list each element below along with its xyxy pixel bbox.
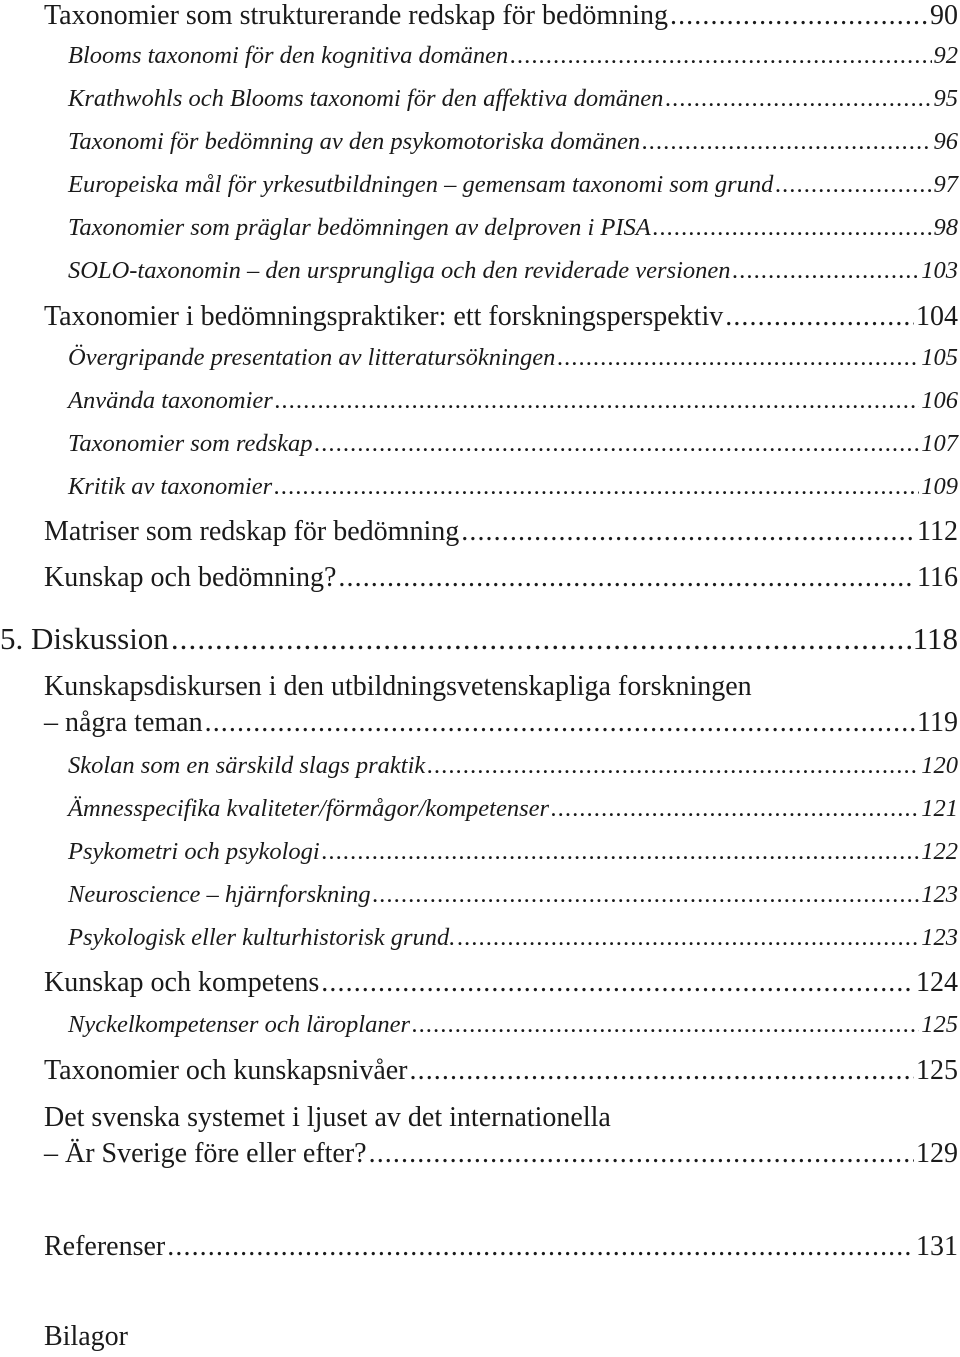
dot-leader bbox=[653, 216, 932, 241]
dot-leader bbox=[427, 754, 919, 779]
dot-leader bbox=[322, 840, 920, 865]
toc-entry[interactable] bbox=[0, 432, 958, 460]
toc-entry[interactable] bbox=[0, 130, 958, 158]
toc-entry-page: 105 bbox=[921, 344, 958, 371]
dot-leader bbox=[171, 623, 911, 654]
toc-entry[interactable] bbox=[0, 754, 958, 782]
toc-entry[interactable] bbox=[0, 518, 958, 548]
toc-entry-page: 124 bbox=[916, 967, 958, 998]
toc-entry[interactable] bbox=[0, 1233, 958, 1263]
toc-entry-page: 119 bbox=[917, 707, 958, 738]
toc-entry-title: Neuroscience – hjärnforskning bbox=[68, 881, 371, 908]
toc-entry-title: Använda taxonomier bbox=[68, 387, 273, 414]
toc-entry[interactable] bbox=[0, 346, 958, 374]
toc-entry-page: 109 bbox=[921, 473, 958, 500]
dot-leader bbox=[369, 1140, 914, 1168]
toc-entry-page: 106 bbox=[921, 387, 958, 414]
toc-entry-title: – några teman bbox=[44, 707, 203, 738]
dot-leader bbox=[373, 883, 920, 908]
toc-entry[interactable] bbox=[0, 475, 958, 503]
dot-leader bbox=[461, 518, 915, 546]
dot-leader bbox=[551, 797, 919, 822]
toc-entry-page: 116 bbox=[917, 562, 958, 593]
toc-entry[interactable] bbox=[0, 87, 958, 115]
toc-entry-first-line bbox=[0, 673, 958, 703]
dot-leader bbox=[410, 1057, 915, 1085]
toc-entry[interactable] bbox=[0, 389, 958, 417]
toc-entry-page: 118 bbox=[912, 621, 958, 656]
toc-entry-title: Taxonomier i bedömningspraktiker: ett forskningsperspektiv bbox=[44, 301, 724, 332]
toc-entry-title-line-1: Kunskapsdiskursen i den utbildningsvetenskapliga forskningen bbox=[44, 671, 752, 702]
toc-entry-title: Europeiska mål för yrkesutbildningen – gemensam taxonomi som grund bbox=[68, 171, 774, 198]
toc-entry-page: 98 bbox=[933, 214, 958, 241]
toc-entry-first-line bbox=[0, 1104, 958, 1134]
dot-leader bbox=[275, 389, 919, 414]
toc-entry-title: Taxonomier som strukturerande redskap för bedömning bbox=[44, 0, 668, 31]
toc-entry-page: 121 bbox=[921, 795, 958, 822]
toc-entry[interactable] bbox=[0, 259, 958, 287]
toc-entry-title: Taxonomi för bedömning av den psykomotoriska domänen bbox=[68, 128, 641, 155]
dot-leader bbox=[510, 44, 931, 69]
toc-entry-page: 131 bbox=[916, 1231, 958, 1262]
toc-entry[interactable] bbox=[0, 1013, 958, 1041]
toc-entry-page: 90 bbox=[930, 0, 958, 31]
toc-entry[interactable] bbox=[0, 969, 958, 999]
toc-entry[interactable] bbox=[0, 797, 958, 825]
toc-entry[interactable] bbox=[0, 709, 958, 739]
toc-entry-title: 5. Diskussion bbox=[0, 621, 169, 656]
toc-entry[interactable] bbox=[0, 1057, 958, 1087]
dot-leader bbox=[733, 259, 920, 284]
toc-entry-page: 120 bbox=[921, 752, 958, 779]
toc-entry-title: Psykologisk eller kulturhistorisk grund. bbox=[68, 924, 456, 951]
dot-leader bbox=[321, 969, 914, 997]
toc-entry[interactable] bbox=[0, 2, 958, 32]
toc-entry-page: 123 bbox=[921, 881, 958, 908]
dot-leader bbox=[670, 2, 928, 30]
toc-entry-page: 96 bbox=[933, 128, 958, 155]
toc-entry-title: Ämnesspecifika kvaliteter/förmågor/kompetenser bbox=[68, 795, 550, 822]
toc-entry-page: 112 bbox=[917, 516, 958, 547]
toc-entry-page: 129 bbox=[916, 1138, 958, 1169]
toc-entry-title-line-1: Det svenska systemet i ljuset av det internationella bbox=[44, 1102, 611, 1133]
toc-entry-title: Kritik av taxonomier bbox=[68, 473, 273, 500]
toc-entry-title: Taxonomier och kunskapsnivåer bbox=[44, 1055, 408, 1086]
toc-entry-title: Övergripande presentation av litteratursökningen bbox=[68, 344, 556, 371]
toc-entry[interactable] bbox=[0, 564, 958, 594]
toc-entry-page: 125 bbox=[921, 1011, 958, 1038]
toc-entry-title: Kunskap och bedömning? bbox=[44, 562, 337, 593]
toc-entry[interactable] bbox=[0, 216, 958, 244]
dot-leader bbox=[665, 87, 931, 112]
toc-entry-title: Kunskap och kompetens bbox=[44, 967, 320, 998]
toc-entry-title: Skolan som en särskild slags praktik bbox=[68, 752, 426, 779]
toc-entry[interactable] bbox=[0, 303, 958, 333]
toc-entry-page: 123 bbox=[921, 924, 958, 951]
toc-entry-title: Matriser som redskap för bedömning bbox=[44, 516, 460, 547]
dot-leader bbox=[167, 1233, 914, 1261]
toc-entry-page: 122 bbox=[921, 838, 958, 865]
dot-leader bbox=[642, 130, 931, 155]
toc-entry[interactable] bbox=[0, 926, 958, 954]
toc-entry[interactable] bbox=[0, 44, 958, 72]
dot-leader bbox=[205, 709, 915, 737]
dot-leader bbox=[775, 173, 931, 198]
toc-entry-page: 104 bbox=[916, 301, 958, 332]
toc-entry-page: 92 bbox=[933, 42, 958, 69]
dot-leader bbox=[412, 1013, 919, 1038]
toc-entry-title: – Är Sverige före eller efter? bbox=[44, 1138, 367, 1169]
toc-entry-title: Psykometri och psykologi bbox=[68, 838, 320, 865]
toc-entry[interactable] bbox=[0, 840, 958, 868]
dot-leader bbox=[725, 303, 914, 331]
toc-entry-page: 125 bbox=[916, 1055, 958, 1086]
toc-entry[interactable] bbox=[0, 173, 958, 201]
toc-entry-title: Taxonomier som präglar bedömningen av delproven i PISA bbox=[68, 214, 651, 241]
toc-entry-title: Bilagor bbox=[44, 1321, 128, 1352]
dot-leader bbox=[557, 346, 919, 371]
toc-entry[interactable] bbox=[0, 883, 958, 911]
dot-leader bbox=[315, 432, 920, 457]
toc-entry-title: Krathwohls och Blooms taxonomi för den affektiva domänen bbox=[68, 85, 664, 112]
dot-leader bbox=[274, 475, 919, 500]
toc-entry-title: Taxonomier som redskap bbox=[68, 430, 313, 457]
toc-entry-page: 95 bbox=[933, 85, 958, 112]
toc-entry-page: 107 bbox=[921, 430, 958, 457]
toc-entry-title: SOLO-taxonomin – den ursprungliga och den reviderade versionen bbox=[68, 257, 731, 284]
toc-entry-title: Nyckelkompetenser och läroplaner bbox=[68, 1011, 410, 1038]
toc-entry-title: Referenser bbox=[44, 1231, 166, 1262]
toc-chapter[interactable] bbox=[0, 623, 958, 657]
toc-entry[interactable] bbox=[0, 1323, 958, 1353]
toc-entry[interactable] bbox=[0, 1140, 958, 1170]
dot-leader bbox=[338, 564, 915, 592]
toc-entry-title: Blooms taxonomi för den kognitiva domänen bbox=[68, 42, 509, 69]
toc-entry-page: 103 bbox=[921, 257, 958, 284]
toc-entry-page: 97 bbox=[933, 171, 958, 198]
dot-leader bbox=[457, 926, 919, 951]
